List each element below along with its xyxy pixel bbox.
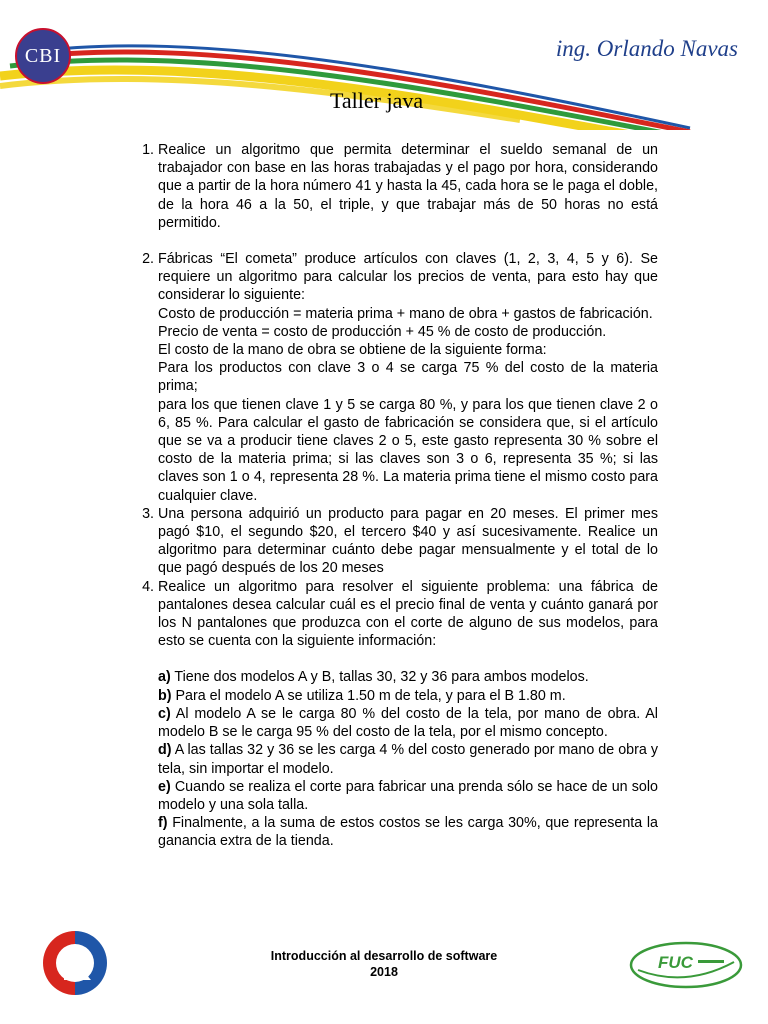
problem-text: para los que tienen clave 1 y 5 se carga 80 %, y para los que tienen clave 2 o 6, 85 %. Para calcular el gasto de fabricación se considera que, si el artículo que se va a producir tiene claves 2 o 5, este gasto representa 30 % sobre el costo de la materia prima; si las claves son 3 o 6, representa 35 %; si las claves son 1 o 4, representa 28 %. La materia prima tiene el mismo costo para cualquier clave. xyxy=(158,396,658,504)
option-item xyxy=(158,741,658,777)
option-item xyxy=(158,705,658,741)
fuc-logo-text: FUC xyxy=(658,953,693,972)
problem-text: 3. Una persona adquirió un producto para pagar en 20 meses. El primer mes pagó $10, el segundo $20, el tercero $40 y así sucesivamente. Realice un algoritmo para determinar cuánto debe pagar mensualmente y el total de lo que pagó después de los 20 meses xyxy=(158,505,658,577)
problem-item xyxy=(158,141,658,232)
option-letter: d) xyxy=(158,742,172,759)
option-text: Finalmente, a la suma de estos costos se les carga 30%, que representa la ganancia extra de la tienda. xyxy=(158,815,658,850)
cbi-logo xyxy=(15,28,71,84)
problem-item xyxy=(158,505,658,578)
problem-text: 1. Realice un algoritmo que permita determinar el sueldo semanal de un trabajador con base en las horas trabajadas y el pago por hora, considerando que a partir de la hora número 41 y hasta la 45, cada hora se le paga el doble, de la hora 46 a la 50, el triple, y que trabajar más de 50 horas no está permitido. xyxy=(158,142,658,231)
option-list xyxy=(158,668,658,850)
problem-text: Precio de venta = costo de producción + 45 % de costo de producción. xyxy=(158,323,607,340)
option-item xyxy=(158,778,658,814)
problem-text: 2. Fábricas “El cometa” produce artículos con claves (1, 2, 3, 4, 5 y 6). Se requiere un algoritmo para calcular los precios de venta, para esto hay que considerar lo siguiente: xyxy=(158,251,658,304)
option-text: Tiene dos modelos A y B, tallas 30, 32 y 36 para ambos modelos. xyxy=(170,669,589,686)
problem-text: 4. Realice un algoritmo para resolver el siguiente problema: una fábrica de pantalones desea calcular cuál es el precio final de venta y cuánto ganará por los N pantalones que produzca con el corte de alguno de sus modelos, para esto se cuenta con la siguiente información: xyxy=(158,578,658,650)
problem-item xyxy=(158,250,658,505)
cbi-logo-text: CBI xyxy=(24,44,62,67)
option-item xyxy=(158,687,658,705)
problem-text: Para los productos con clave 3 o 4 se carga 75 % del costo de la materia prima; xyxy=(158,360,658,395)
option-text: Para el modelo A se utiliza 1.50 m de tela, y para el B 1.80 m. xyxy=(171,687,566,704)
institution-r-logo xyxy=(42,930,108,996)
fuc-logo xyxy=(628,940,744,990)
problem-text: Costo de producción = materia prima + mano de obra + gastos de fabricación. xyxy=(158,305,653,322)
option-letter: b) xyxy=(158,687,172,704)
document-body xyxy=(132,141,658,851)
option-item xyxy=(158,814,658,850)
footer-year: 2018 xyxy=(370,965,398,979)
footer-course: Introducción al desarrollo de software xyxy=(270,949,498,963)
problem-list xyxy=(132,141,658,851)
option-letter: e) xyxy=(158,778,171,795)
footer-caption xyxy=(200,948,568,980)
author-name: ing. Orlando Navas xyxy=(555,36,738,61)
problem-item xyxy=(158,578,658,851)
option-letter: f) xyxy=(158,815,168,832)
option-text: A las tallas 32 y 36 se les carga 4 % del costo generado por mano de obra y tela, sin importar el modelo. xyxy=(158,742,658,777)
option-text: Al modelo A se le carga 80 % del costo de la tela, por mano de obra. Al modelo B se le carga 95 % del costo de la tela, por el mismo concepto. xyxy=(158,705,658,741)
problem-text: El costo de la mano de obra se obtiene de la siguiente forma: xyxy=(158,342,547,359)
option-letter: c) xyxy=(158,705,171,722)
page-header xyxy=(0,0,768,130)
option-letter: a) xyxy=(158,669,171,686)
option-text: Cuando se realiza el corte para fabricar una prenda sólo se hace de un solo modelo y una sola talla. xyxy=(158,778,658,813)
option-item xyxy=(158,668,658,686)
page-title: Taller java xyxy=(330,88,424,113)
